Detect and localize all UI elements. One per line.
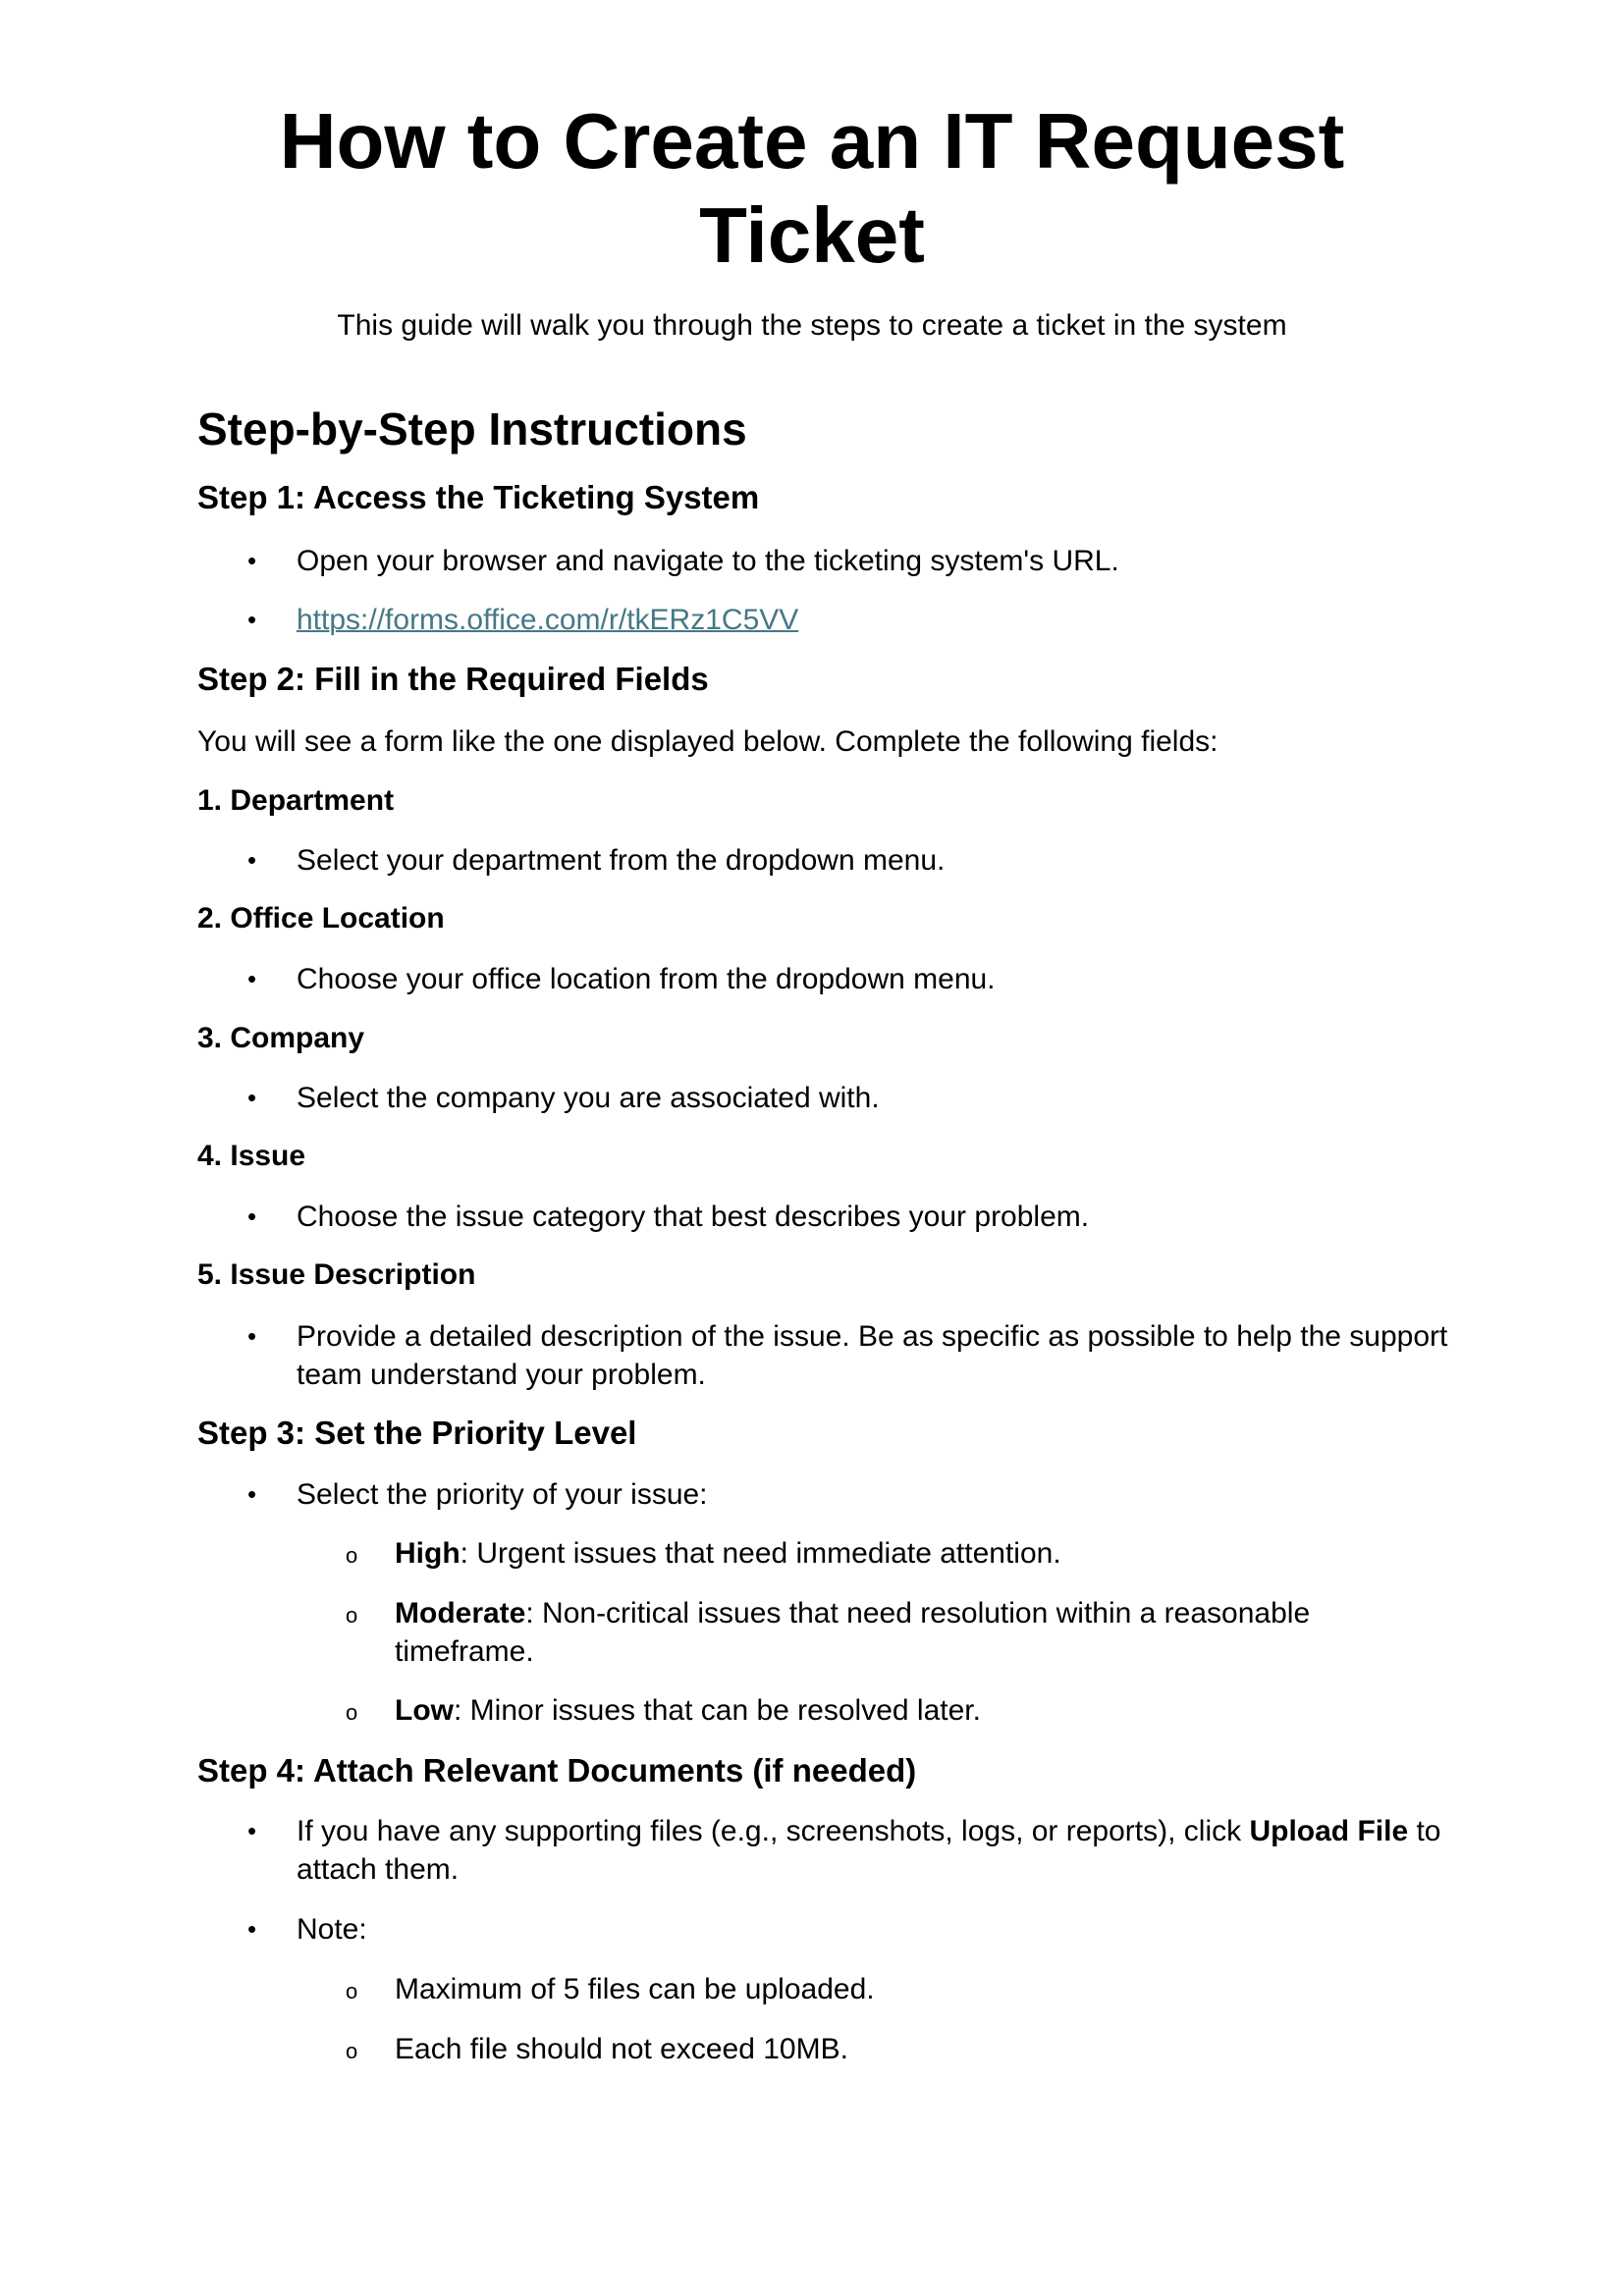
field-label-issue: 4. Issue (197, 1140, 306, 1172)
priority-name: High (395, 1537, 460, 1570)
field-label-issue-description: 5. Issue Description (197, 1258, 476, 1291)
field-label-company: 3. Company (197, 1022, 365, 1054)
list-item (247, 542, 1455, 580)
list-item (247, 1317, 1455, 1394)
list-item (247, 1198, 1455, 1236)
list-item-text: Open your browser and navigate to the ticketing system's URL. (297, 545, 1119, 577)
list-item-text: Choose your office location from the dropdown menu. (297, 963, 996, 995)
priority-text: : Urgent issues that need immediate attention. (460, 1537, 1061, 1570)
document-title (0, 94, 1624, 283)
bullet-icon: • (247, 1201, 257, 1231)
sub-bullet-icon: o (346, 1979, 358, 2003)
list-item (247, 1812, 1455, 1889)
title-line-1: How to Create an IT Request (279, 97, 1345, 185)
list-item (247, 1079, 1455, 1117)
priority-text: : Non-critical issues that need resolution within a reasonable timeframe. (395, 1597, 1311, 1668)
note-text: Each file should not exceed 10MB. (395, 2033, 848, 2065)
section-heading: Step-by-Step Instructions (197, 403, 747, 454)
bullet-icon: • (247, 845, 257, 875)
note-text: Maximum of 5 files can be uploaded. (395, 1973, 875, 2005)
priority-item-moderate (346, 1594, 1455, 1671)
priority-name: Moderate (395, 1597, 526, 1629)
sub-bullet-icon: o (346, 2039, 358, 2063)
bullet-icon: • (247, 1816, 257, 1845)
upload-file-label: Upload File (1249, 1815, 1409, 1847)
list-item-text: to attach them. (297, 1815, 1441, 1886)
bullet-icon: • (247, 1914, 257, 1944)
priority-item-low (346, 1691, 1455, 1730)
list-item (247, 1475, 1455, 1514)
field-label-office-location: 2. Office Location (197, 902, 445, 934)
sub-bullet-icon: o (346, 1603, 358, 1628)
step1-heading: Step 1: Access the Ticketing System (197, 479, 760, 515)
priority-text: : Minor issues that can be resolved later. (454, 1694, 981, 1727)
sub-bullet-icon: o (346, 1543, 358, 1568)
list-item (247, 601, 1455, 639)
field-label-department: 1. Department (197, 784, 395, 817)
sub-bullet-icon: o (346, 1700, 358, 1725)
list-item (247, 960, 1455, 998)
list-item-text: Provide a detailed description of the issue. Be as specific as possible to help the support team understand your problem. (297, 1320, 1448, 1391)
note-item (346, 2030, 1455, 2068)
ticketing-system-link[interactable]: https://forms.office.com/r/tkERz1C5VV (297, 604, 799, 636)
note-item (346, 1970, 1455, 2008)
step4-heading: Step 4: Attach Relevant Documents (if needed) (197, 1752, 917, 1789)
step2-intro: You will see a form like the one displayed below. Complete the following fields: (197, 725, 1218, 758)
list-item (247, 841, 1455, 880)
list-item-text: Select the company you are associated with. (297, 1082, 880, 1114)
bullet-icon: • (247, 546, 257, 575)
step3-heading: Step 3: Set the Priority Level (197, 1415, 637, 1451)
list-item-text: Choose the issue category that best describes your problem. (297, 1201, 1090, 1233)
bullet-icon: • (247, 1479, 257, 1509)
list-item-text: Select your department from the dropdown menu. (297, 844, 946, 877)
priority-item-high (346, 1534, 1455, 1573)
list-item (247, 1910, 1455, 1949)
bullet-icon: • (247, 605, 257, 634)
bullet-icon: • (247, 964, 257, 993)
priority-name: Low (395, 1694, 454, 1727)
step2-heading: Step 2: Fill in the Required Fields (197, 661, 709, 697)
document-subtitle: This guide will walk you through the steps to create a ticket in the system (337, 309, 1287, 342)
list-item-text: If you have any supporting files (e.g., screenshots, logs, or reports), click (297, 1815, 1250, 1847)
note-label: Note: (297, 1913, 367, 1946)
bullet-icon: • (247, 1321, 257, 1351)
bullet-icon: • (247, 1083, 257, 1112)
list-item-text: Select the priority of your issue: (297, 1478, 708, 1511)
title-line-2: Ticket (699, 191, 925, 279)
